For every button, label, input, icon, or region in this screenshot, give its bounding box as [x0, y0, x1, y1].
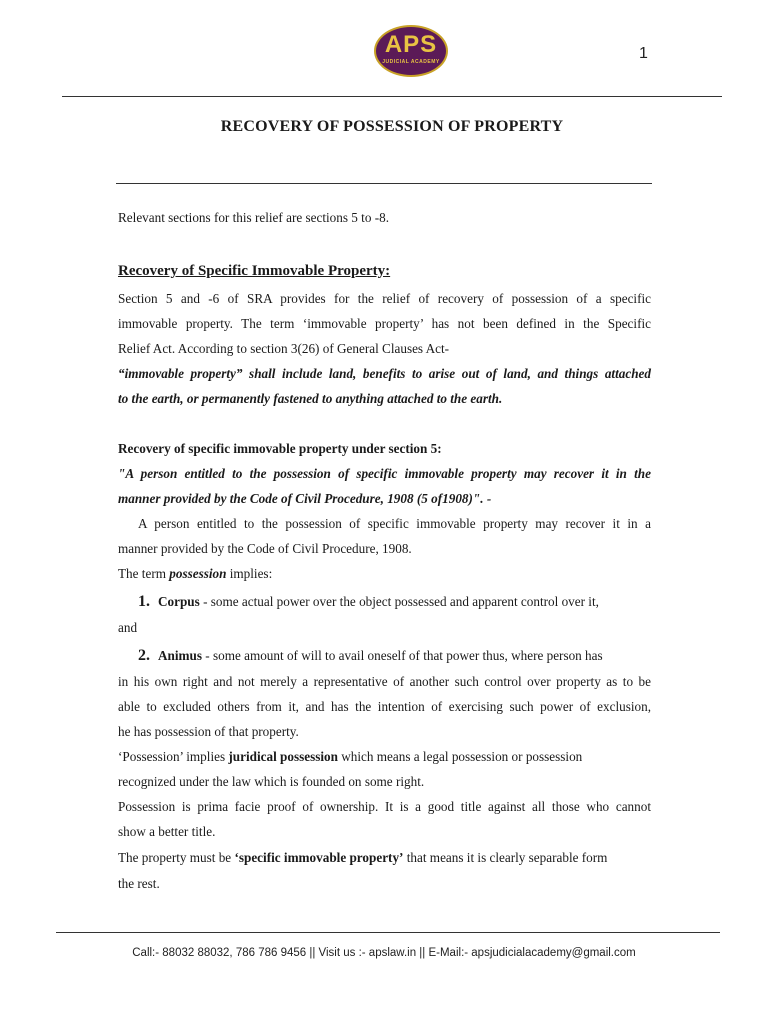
juridical-possession-line — [118, 749, 651, 765]
page-title: RECOVERY OF POSSESSION OF PROPERTY — [220, 118, 564, 135]
text-prefix: The property must be — [118, 850, 235, 865]
list-term: Corpus — [158, 594, 200, 609]
title-divider — [116, 183, 652, 184]
list-item-animus — [138, 647, 651, 665]
paragraph-line: Section 5 and -6 of SRA provides for the relief of recovery of possession of a specific — [118, 291, 651, 306]
list-item-line: able to excluded others from it, and has the intention of exercising such power of exclusion, — [118, 699, 651, 714]
logo-subtext: JUDICIAL ACADEMY — [382, 59, 440, 65]
term-possession-line — [118, 566, 651, 582]
term-prefix: The term — [118, 566, 170, 581]
academy-logo — [374, 25, 448, 77]
term-suffix: implies: — [226, 566, 273, 581]
list-number: 2. — [138, 647, 150, 664]
specific-property-line — [118, 850, 651, 866]
paragraph-line: Relief Act. According to section 3(26) of General Clauses Act- — [118, 341, 450, 356]
paragraph-line: show a better title. — [118, 824, 216, 839]
text-bold: ‘specific immovable property’ — [234, 850, 404, 865]
paragraph-line: manner provided by the Code of Civil Procedure, 1908. — [118, 541, 412, 556]
term-word: possession — [169, 566, 227, 581]
paragraph-line: recognized under the law which is founded on some right. — [118, 774, 425, 789]
intro-text: Relevant sections for this relief are sections 5 to -8. — [118, 210, 389, 225]
quote-line: “immovable property” shall include land, benefits to arise out of land, and things attached — [118, 366, 651, 381]
text-suffix: that means it is clearly separable form — [403, 850, 608, 865]
list-term: Animus — [158, 648, 202, 663]
paragraph-line: A person entitled to the possession of specific immovable property may recover it in a — [138, 516, 651, 531]
page-number: 1 — [639, 45, 648, 62]
section-heading-specific-immovable: Recovery of Specific Immovable Property: — [118, 263, 391, 279]
list-number: 1. — [138, 593, 150, 610]
quote-line: to the earth, or permanently fastened to anything attached to the earth. — [118, 391, 503, 406]
text-suffix: which means a legal possession or possession — [337, 749, 583, 764]
list-text: - some actual power over the object possessed and apparent control over it, — [199, 594, 599, 609]
paragraph-line: Possession is prima facie proof of ownership. It is a good title against all those who cannot — [118, 799, 651, 814]
section-heading-section-5: Recovery of specific immovable property under section 5: — [118, 441, 442, 456]
text-bold: juridical possession — [228, 749, 338, 764]
list-item-line: he has possession of that property. — [118, 724, 299, 739]
footer-contact: Call:- 88032 88032, 786 786 9456 || Visit us :- apslaw.in || E-Mail:- apsjudicialacademy@gmail.com — [132, 947, 636, 959]
list-item-corpus — [138, 593, 651, 611]
footer-divider — [56, 932, 720, 933]
paragraph-line: the rest. — [118, 876, 160, 891]
paragraph-line: immovable property. The term ‘immovable property’ has not been defined in the Specific — [118, 316, 651, 331]
text-prefix: ‘Possession’ implies — [118, 749, 229, 764]
header-divider — [62, 96, 722, 97]
list-item-line: in his own right and not merely a representative of another such control over property as to be — [118, 674, 651, 689]
quote-line: "A person entitled to the possession of specific immovable property may recover it in the — [118, 466, 651, 481]
quote-line: manner provided by the Code of Civil Procedure, 1908 (5 of1908)". - — [118, 491, 492, 506]
list-text: - some amount of will to avail oneself of that power thus, where person has — [201, 648, 603, 663]
list-item-line: and — [118, 620, 138, 635]
logo-text: APS — [384, 31, 438, 58]
